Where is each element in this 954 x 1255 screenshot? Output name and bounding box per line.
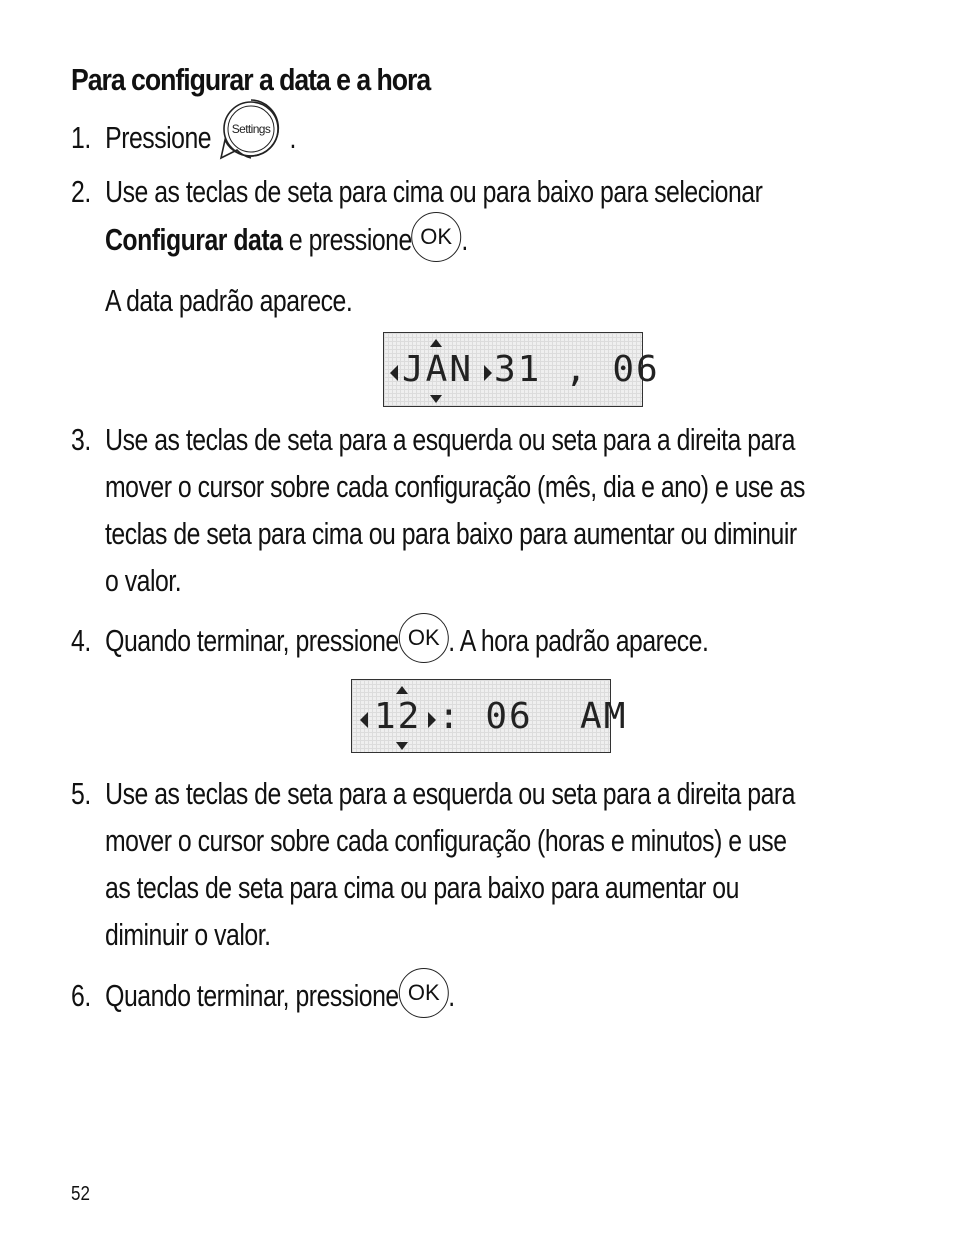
lcd-time-rest: : 06 AM [438, 696, 628, 737]
step-number: 2. [71, 174, 91, 209]
step-3-line-2: mover o cursor sobre cada configuração (mês, dia e ano) e use as [105, 469, 805, 504]
step-3-line-3: teclas de seta para cima ou para baixo para aumentar ou diminuir [105, 516, 797, 551]
lcd-month: JAN [402, 349, 474, 390]
step-5-line-1: 5. Use as teclas de seta para a esquerda ou seta para a direita para [71, 776, 795, 811]
step-5-line-4: diminuir o valor. [105, 917, 271, 952]
step-6: 6. Quando terminar, pressione OK . [71, 978, 455, 1018]
lcd-hour: 12 [374, 696, 422, 737]
step-1: 1. Pressione Settings . [71, 116, 296, 164]
ok-button-icon: OK [399, 968, 449, 1018]
settings-button-icon [217, 96, 285, 164]
step-number: 4. [71, 623, 91, 659]
step-3-line-4: o valor. [105, 563, 182, 598]
step-number: 6. [71, 978, 91, 1014]
menu-option-configurar-data: Configurar data [105, 222, 283, 258]
step-2-line-1: 2. Use as teclas de seta para cima ou para baixo para selecionar [71, 174, 763, 209]
lcd-date-rest: 31 , 06 [494, 349, 660, 390]
page-number: 52 [71, 1183, 90, 1205]
svg-text:Settings: Settings [231, 122, 271, 136]
step-3-line-1: 3. Use as teclas de seta para a esquerda ou seta para a direita para [71, 422, 795, 457]
step-number: 1. [71, 120, 91, 156]
step-2-line-2: Configurar data e pressione OK . [105, 222, 468, 262]
ok-button-icon: OK [399, 613, 449, 663]
ok-button-icon: OK [412, 212, 462, 262]
step-5-line-2: mover o cursor sobre cada configuração (horas e minutos) e use [105, 823, 787, 858]
lcd-time-display [351, 679, 628, 753]
step-number: 5. [71, 776, 91, 811]
page-title: Para configurar a data e a hora [71, 62, 431, 97]
lcd-date-display [383, 332, 660, 407]
step-text: Pressione [105, 120, 212, 156]
step-2-note: A data padrão aparece. [105, 283, 353, 318]
step-5-line-3: as teclas de seta para cima ou para baixo para aumentar ou [105, 870, 739, 905]
step-number: 3. [71, 422, 91, 457]
step-4: 4. Quando terminar, pressione OK . A hora padrão aparece. [71, 623, 708, 663]
